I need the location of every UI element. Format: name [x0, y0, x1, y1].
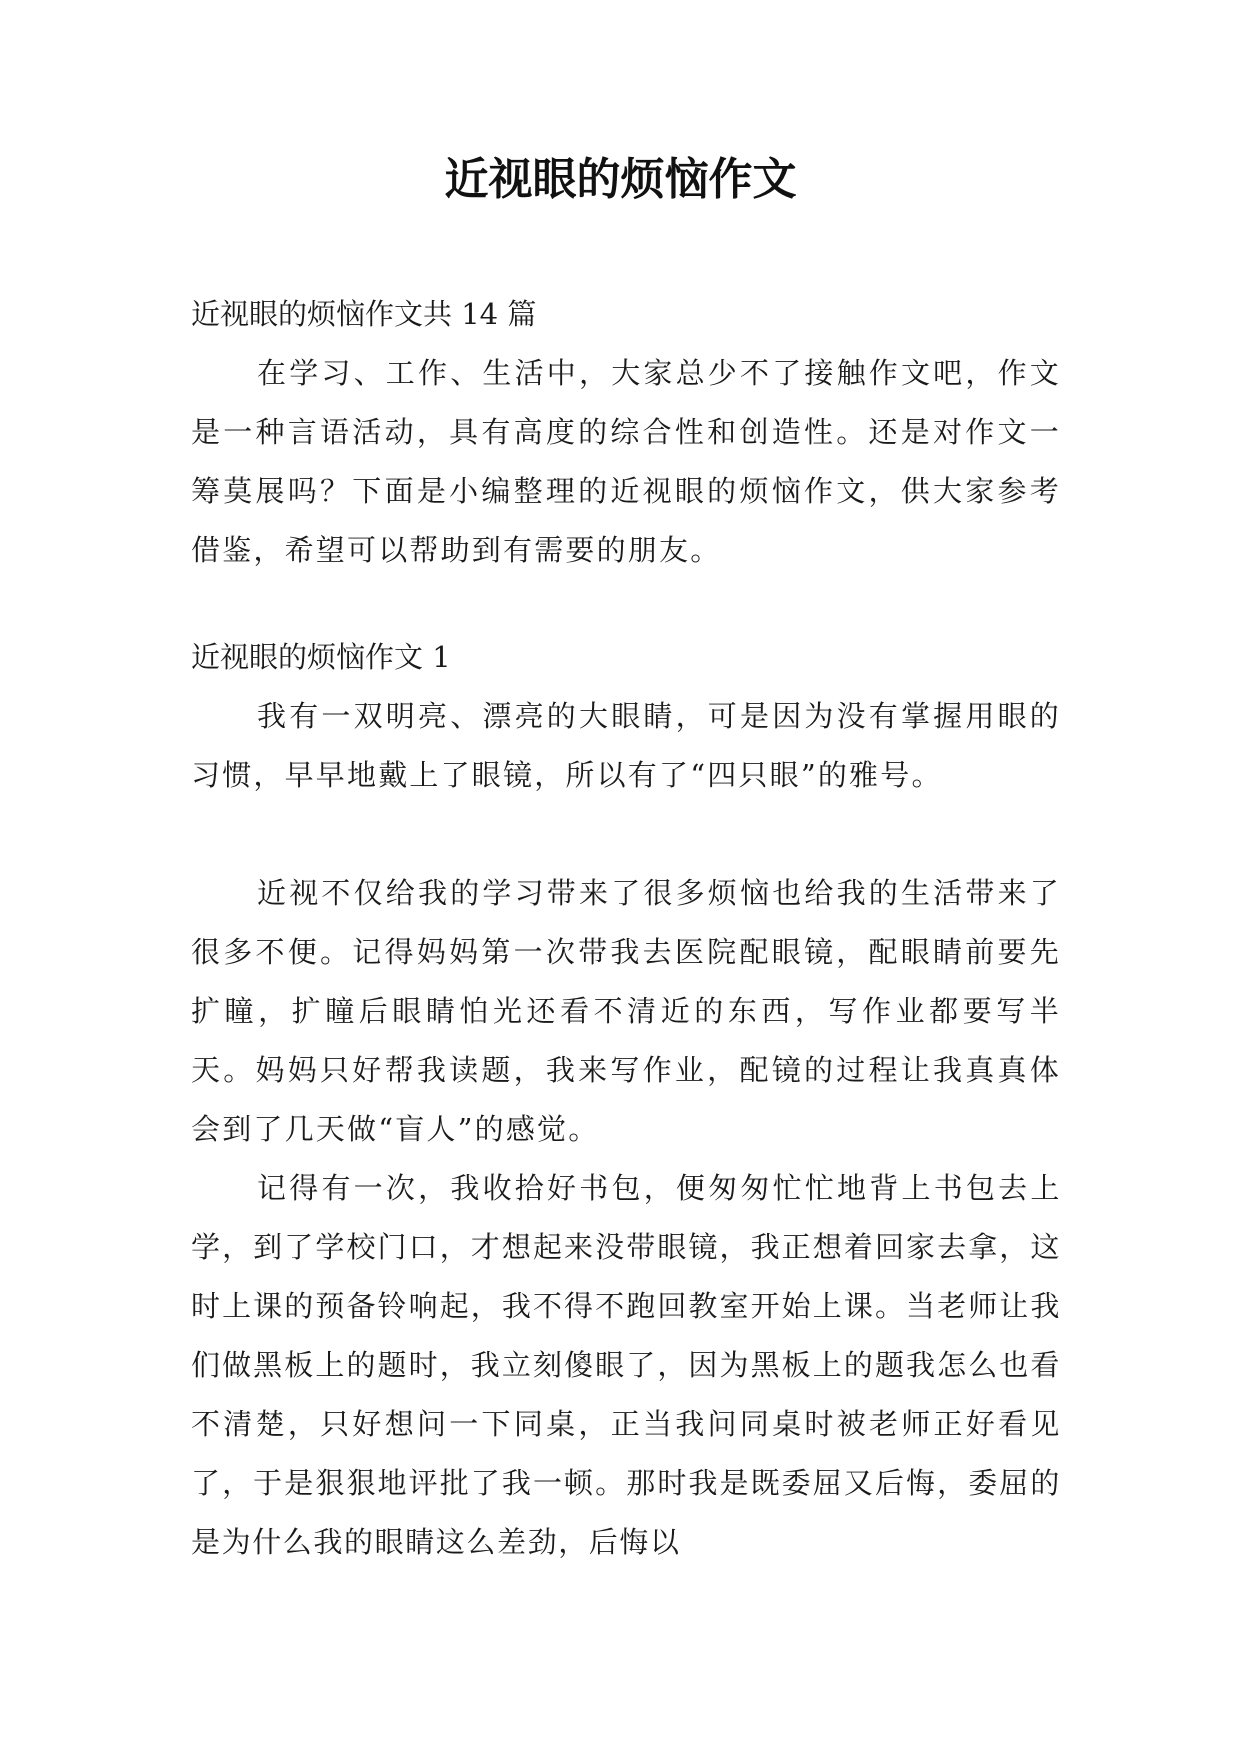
section-spacer: [191, 580, 1061, 628]
intro-heading: 近视眼的烦恼作文共 14 篇: [191, 297, 537, 331]
essay1-heading: 近视眼的烦恼作文 1: [191, 640, 451, 674]
essay1-paragraph-2: 近视不仅给我的学习带来了很多烦恼也给我的生活带来了很多不便。记得妈妈第一次带我去医院配眼镜，配眼睛前要先扩瞳，扩瞳后眼睛怕光还看不清近的东西，写作业都要写半天。妈妈只好帮我读题，我来写作业，配镜的过程让我真真体会到了几天做“盲人”的感觉。: [191, 876, 1061, 1146]
document-title: 近视眼的烦恼作文: [444, 154, 797, 205]
document-body: [191, 285, 1061, 1572]
paragraph-spacer: [191, 805, 1061, 864]
essay1-paragraph-1: 我有一双明亮、漂亮的大眼睛，可是因为没有掌握用眼的习惯，早早地戴上了眼镜，所以有了“四只眼”的雅号。: [191, 699, 1061, 792]
essay1-paragraph-3: 记得有一次，我收拾好书包，便匆匆忙忙地背上书包去上学，到了学校门口，才想起来没带眼镜，我正想着回家去拿，这时上课的预备铃响起，我不得不跑回教室开始上课。当老师让我们做黑板上的题时，我立刻傻眼了，因为黑板上的题我怎么也看不清楚，只好想问一下同桌，正当我问同桌时被老师正好看见了，于是狠狠地评批了我一顿。那时我是既委屈又后悔，委屈的是为什么我的眼睛这么差劲，后悔以: [191, 1171, 1061, 1559]
intro-paragraph: 在学习、工作、生活中，大家总少不了接触作文吧，作文是一种言语活动，具有高度的综合性和创造性。还是对作文一筹莫展吗？下面是小编整理的近视眼的烦恼作文，供大家参考借鉴，希望可以帮助到有需要的朋友。: [191, 356, 1061, 567]
